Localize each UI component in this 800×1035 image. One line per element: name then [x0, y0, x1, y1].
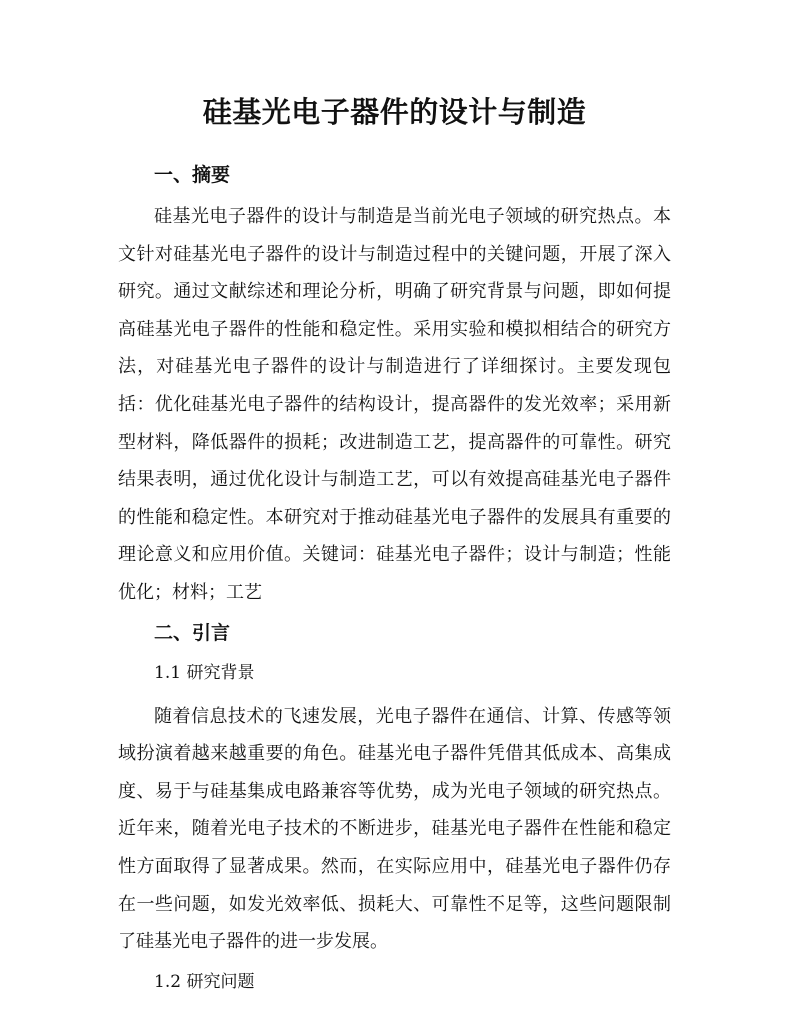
background-paragraph: 随着信息技术的飞速发展，光电子器件在通信、计算、传感等领域扮演着越来越重要的角色。硅基光电子器件凭借其低成本、高集成度、易于与硅基集成电路兼容等优势，成为光电子领域的研究热点。近年来，随着光电子技术的不断进步，硅基光电子器件在性能和稳定性方面取得了显著成果。然而，在实际应用中，硅基光电子器件仍存在一些问题，如发光效率低、损耗大、可靠性不足等，这些问题限制了硅基光电子器件的进一步发展。: [118, 705, 671, 953]
abstract-paragraph: 硅基光电子器件的设计与制造是当前光电子领域的研究热点。本文针对硅基光电子器件的设计与制造过程中的关键问题，开展了深入研究。通过文献综述和理论分析，明确了研究背景与问题，即如何提高硅基光电子器件的性能和稳定性。采用实验和模拟相结合的研究方法，对硅基光电子器件的设计与制造进行了详细探讨。主要发现包括：优化硅基光电子器件的结构设计，提高器件的发光效率；采用新型材料，降低器件的损耗；改进制造工艺，提高器件的可靠性。研究结果表明，通过优化设计与制造工艺，可以有效提高硅基光电子器件的性能和稳定性。本研究对于推动硅基光电子器件的发展具有重要的理论意义和应用价值。关键词：硅基光电子器件；设计与制造；性能优化；材料；工艺: [118, 206, 671, 603]
document-title: 硅基光电子器件的设计与制造: [202, 95, 587, 129]
background-heading: 1.1 研究背景: [154, 662, 255, 683]
abstract-heading: 一、摘要: [154, 164, 231, 186]
research-problem-heading: 1.2 研究问题: [154, 971, 255, 992]
introduction-heading: 二、引言: [154, 621, 231, 644]
